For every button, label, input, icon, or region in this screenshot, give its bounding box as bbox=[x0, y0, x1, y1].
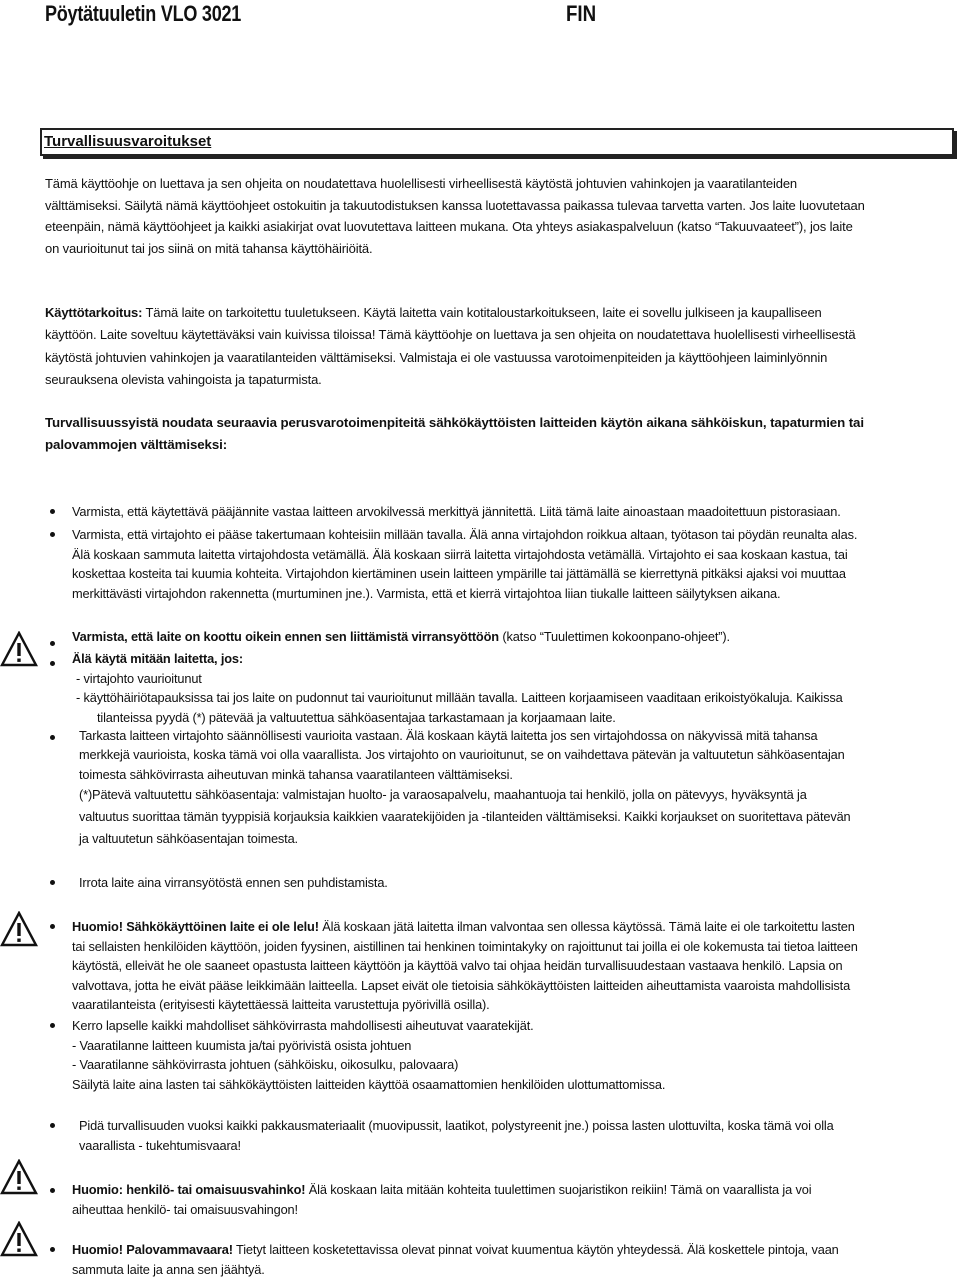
bullet-voltage: Varmista, että käytettävä pääjännite vastaa laitteen arvokilvessä merkittyä jännitettä. Liitä tämä laite ainoastaan maadoitettuun pistorasiaan. bbox=[72, 504, 841, 519]
text-line: käyttöön. Laite soveltuu käytettäväksi vain kuivissa tiloissa! Tämä käyttöohje on luettava ja sen ohjeita on noudatettava huolellisesti virheellisestä bbox=[45, 327, 856, 343]
bullet-icon bbox=[50, 735, 55, 740]
bullet-packaging: Pidä turvallisuuden vuoksi kaikki pakkausmateriaalit (muovipussit, laatikot, polystyreenit jne.) poissa lasten ulottuvilta, koska tämä voi olla vaarallista - tukehtumisvaara! bbox=[79, 1118, 834, 1153]
bullet-not-a-toy: Huomio! Sähkökäyttöinen laite ei ole lelu! Älä koskaan jätä laitetta ilman valvontaa sen ollessa käytössä. Tämä laite ei ole tarkoitettu lasten tai sellaisten henkilöiden käyttöön, joiden fyysinen, aistillinen tai henkinen toimintakyky on rajoittunut tai joilla ei ole kokemusta tai tietoa laitteen käytöstä, elleivät he ole saaneet opastusta laitteen käyttöön ja käyttöä valvo tai ohjaa heidän turvallisuudestaan vastaava henkilö. Lapsia on valvottava, jotta he eivät pääse leikkimään laitteella. Lapset eivät ole tietoisia sähkökäyttöisten laitteiden aiheuttamista vaaroista mahdollisista vaaratilanteista (erityisesti käytettäessä laitteita varustettuja pyörivillä osilla). bbox=[72, 919, 858, 1013]
warning-triangle-icon bbox=[0, 1159, 38, 1195]
language-code: FIN bbox=[566, 1, 597, 26]
bullet-assembly: Varmista, että laite on koottu oikein ennen sen liittämistä virransyöttöön (katso “Tuulettimen kokoonpano-ohjeet”). bbox=[72, 629, 730, 644]
text-line: Käyttötarkoitus: Tämä laite on tarkoitettu tuuletukseen. Käytä laitetta vain kotitaloustarkoitukseen, laite ei sovellu julkiseen ja kaupalliseen bbox=[45, 305, 822, 320]
safety-intro bbox=[45, 412, 940, 456]
bullet-icon bbox=[50, 880, 55, 885]
bullet-burn-hazard: Huomio! Palovammavaara! Tietyt laitteen kosketettavissa olevat pinnat voivat kuumentua käytön yhteydessä. Älä koskettele pintoja, vaan sammuta laite ja anna sen jäähtyä. bbox=[72, 1242, 839, 1277]
purpose-paragraph bbox=[45, 302, 945, 391]
bullet-icon bbox=[50, 532, 55, 537]
bullet-icon bbox=[50, 1247, 55, 1252]
text-line: palovammojen välttämiseksi: bbox=[45, 437, 228, 452]
bullet-icon bbox=[50, 509, 55, 514]
warning-triangle-icon bbox=[0, 631, 38, 667]
text-line: eteenpäin, nämä käyttöohjeet ja kaikki asiakirjat ovat luovutettava laitteen mukana. Ota yhteys asiakaspalveluun (katso “Takuuvaateet”), jos laite bbox=[45, 219, 853, 235]
bullet-property-damage: Huomio: henkilö- tai omaisuusvahinko! Älä koskaan laita mitään kohteita tuulettimen suojaristikon reikiin! Tämä on vaarallista ja voi aiheuttaa henkilö- tai omaisuusvahingon! bbox=[72, 1182, 812, 1217]
bullet-icon bbox=[50, 641, 55, 646]
bullet-icon bbox=[50, 661, 55, 666]
bullet-icon bbox=[50, 1023, 55, 1028]
bullet-do-not-use: Älä käytä mitään laitetta, jos: - virtajohto vaurioitunut - käyttöhäiriötapauksissa tai jos laite on pudonnut tai vaurioitunut millään tavalla. Laitteen korjaamiseen vaaditaan erikoistyökaluja. Kaikissa tilanteissa pyydä (*) pätevää ja valtuutettua sähköasentajaa tarkastamaan ja korjaamaan laite. bbox=[72, 651, 843, 725]
bullet-inspect-cord: Tarkasta laitteen virtajohto säännöllisesti vaurioita vastaan. Älä koskaan käytä laitetta jos sen virtajohdossa on näkyvissä mitä tahansa merkkejä vaurioista, koska tämä voi olla vaarallista. Jos virtajohto on vaurioitunut, se on vaihdettava pätevän ja valtuutetun sähköasentajan toimesta sähkövirrasta aiheutuvan minkä tahansa vaaratilanteen välttämiseksi. (*)Pätevä valtuutettu sähköasentaja: valmistajan huolto- ja varaosapalvelu, maahantuoja tai henkilö, jolla on pätevyys, hyväksyntä ja valtuutus suorittaa tämän tyyppisiä korjauksia kaikkien vaaratekijöiden ja -tilanteiden välttämiseksi. Kaikki korjaukset on suoritettava pätevän ja valtuutetun sähköasentajan toimesta. bbox=[79, 728, 851, 846]
bullet-unplug: Irrota laite aina virransyötöstä ennen sen puhdistamista. bbox=[79, 875, 388, 890]
warning-triangle-icon bbox=[0, 1221, 38, 1257]
intro-paragraph bbox=[45, 173, 945, 259]
bullet-children-hazards: Kerro lapselle kaikki mahdolliset sähkövirrasta mahdollisesti aiheutuvat vaaratekijät. - Vaaratilanne laitteen kuumista ja/tai pyörivistä osista johtuen - Vaaratilanne sähkövirrasta johtuen (sähköisku, oikosulku, palovaara) Säilytä laite aina lasten tai sähkökäyttöisten laitteiden käyttöä osaamattomien henkilöiden ulottumattomissa. bbox=[72, 1018, 666, 1092]
text-line: välttämiseksi. Säilytä nämä käyttöohjeet ostokuitin ja takuutodistuksen kanssa luotettavassa paikassa tulevaa tarvetta varten. Jos laite luovutetaan bbox=[45, 197, 865, 213]
text-line: Tämä käyttöohje on luettava ja sen ohjeita on noudatettava huolellisesti virheellisestä käytöstä johtuvien vahinkojen ja vaaratilanteiden bbox=[45, 176, 797, 191]
bullet-icon bbox=[50, 924, 55, 929]
bullet-icon bbox=[50, 1188, 55, 1193]
bullet-icon bbox=[50, 1123, 55, 1128]
text-line: on vaurioitunut tai jos siinä on mitä tahansa käyttöhäiriöitä. bbox=[45, 240, 373, 256]
text-line: käytöstä johtuvien vahinkojen ja vaaratilanteiden välttämiseksi. Valmistaja ei ole vastuussa varotoimenpiteiden ja käyttöohjeen laiminlyönnin bbox=[45, 349, 828, 365]
text-line: seurauksena olevista vahingoista ja tapaturmista. bbox=[45, 371, 322, 387]
document-title: Pöytätuuletin VLO 3021 bbox=[45, 1, 242, 26]
section-title: Turvallisuusvaroitukset bbox=[44, 133, 212, 150]
text-line: Turvallisuussyistä noudata seuraavia perusvarotoimenpiteitä sähkökäyttöisten laitteiden käytön aikana sähköiskun, tapaturmien tai bbox=[45, 415, 864, 430]
purpose-label: Käyttötarkoitus: bbox=[45, 305, 143, 320]
bullet-power-cord: Varmista, että virtajohto ei pääse takertumaan kohteisiin millään tavalla. Älä anna virtajohdon roikkua altaan, työtason tai pöydän reunalta alas. Älä koskaan sammuta laitetta virtajohdosta vetämällä. Älä koskaan siirrä laitetta virtajohdosta vetämällä. Virtajohto ei saa koskaan kastua, tai koskettaa kosteita tai kuumia kohteita. Virtajohdon kiertäminen usein laitteen ympärille tai jättämällä se kierrettynä pitkäksi ajaksi voi muuttaa merkittävästi virtajohdon rakennetta (murtuminen jne.). Varmista, että et kierrä virtajohtoa liian tiukalle laitteen säilytyksen aikana. bbox=[72, 527, 858, 601]
warning-triangle-icon bbox=[0, 911, 38, 947]
